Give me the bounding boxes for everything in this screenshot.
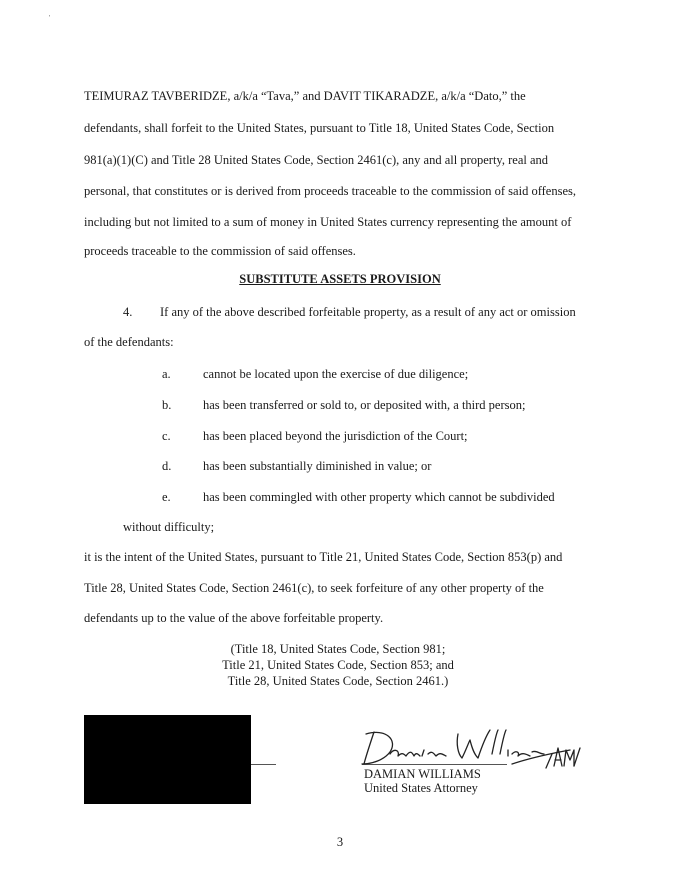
list-item-letter: a. [162, 367, 171, 381]
signer-name: DAMIAN WILLIAMS [364, 767, 481, 781]
list-item-text: cannot be located upon the exercise of due diligence; [203, 367, 469, 381]
signer-title: United States Attorney [364, 781, 478, 795]
paragraph-line-5: including but not limited to a sum of money in United States currency representing the amount of [84, 215, 572, 229]
page-number: 3 [336, 835, 344, 849]
paragraph-number: 4. [123, 305, 133, 319]
list-item-letter: b. [162, 398, 172, 412]
closing-line-3: defendants up to the value of the above forfeitable property. [84, 611, 384, 625]
paragraph-4-line-1: If any of the above described forfeitable property, as a result of any act or omission [160, 305, 576, 319]
margin-mark: ' [49, 14, 51, 22]
list-item-text: has been transferred or sold to, or deposited with, a third person; [203, 398, 526, 412]
paragraph-line-4: personal, that constitutes or is derived from proceeds traceable to the commission of said offenses, [84, 184, 576, 198]
list-item-continuation: without difficulty; [123, 520, 215, 534]
list-item-letter: c. [162, 429, 171, 443]
paragraph-line-1: TEIMURAZ TAVBERIDZE, a/k/a “Tava,” and DAVIT TIKARADZE, a/k/a “Dato,” the [84, 89, 526, 103]
list-item-letter: e. [162, 490, 171, 504]
citation-line-2: Title 21, United States Code, Section 853; and [222, 658, 454, 672]
redaction-box [84, 715, 251, 804]
paragraph-line-2: defendants, shall forfeit to the United States, pursuant to Title 18, United States Code, Section [84, 121, 555, 135]
closing-line-2: Title 28, United States Code, Section 2461(c), to seek forfeiture of any other property of the [84, 581, 544, 595]
paragraph-line-3: 981(a)(1)(C) and Title 28 United States Code, Section 2461(c), any and all property, real and [84, 153, 549, 167]
paragraph-line-6: proceeds traceable to the commission of said offenses. [84, 244, 356, 258]
paragraph-4-line-2: of the defendants: [84, 335, 174, 349]
list-item-text: has been commingled with other property which cannot be subdivided [203, 490, 555, 504]
list-item-letter: d. [162, 459, 172, 473]
closing-line-1: it is the intent of the United States, pursuant to Title 21, United States Code, Section 853(p) and [84, 550, 563, 564]
list-item-text: has been substantially diminished in value; or [203, 459, 432, 473]
list-item-text: has been placed beyond the jurisdiction of the Court; [203, 429, 468, 443]
citation-line-3: Title 28, United States Code, Section 2461.) [227, 674, 449, 688]
citation-line-1: (Title 18, United States Code, Section 981; [230, 642, 446, 656]
signature-line-left [251, 764, 276, 765]
section-heading: SUBSTITUTE ASSETS PROVISION [239, 272, 441, 286]
